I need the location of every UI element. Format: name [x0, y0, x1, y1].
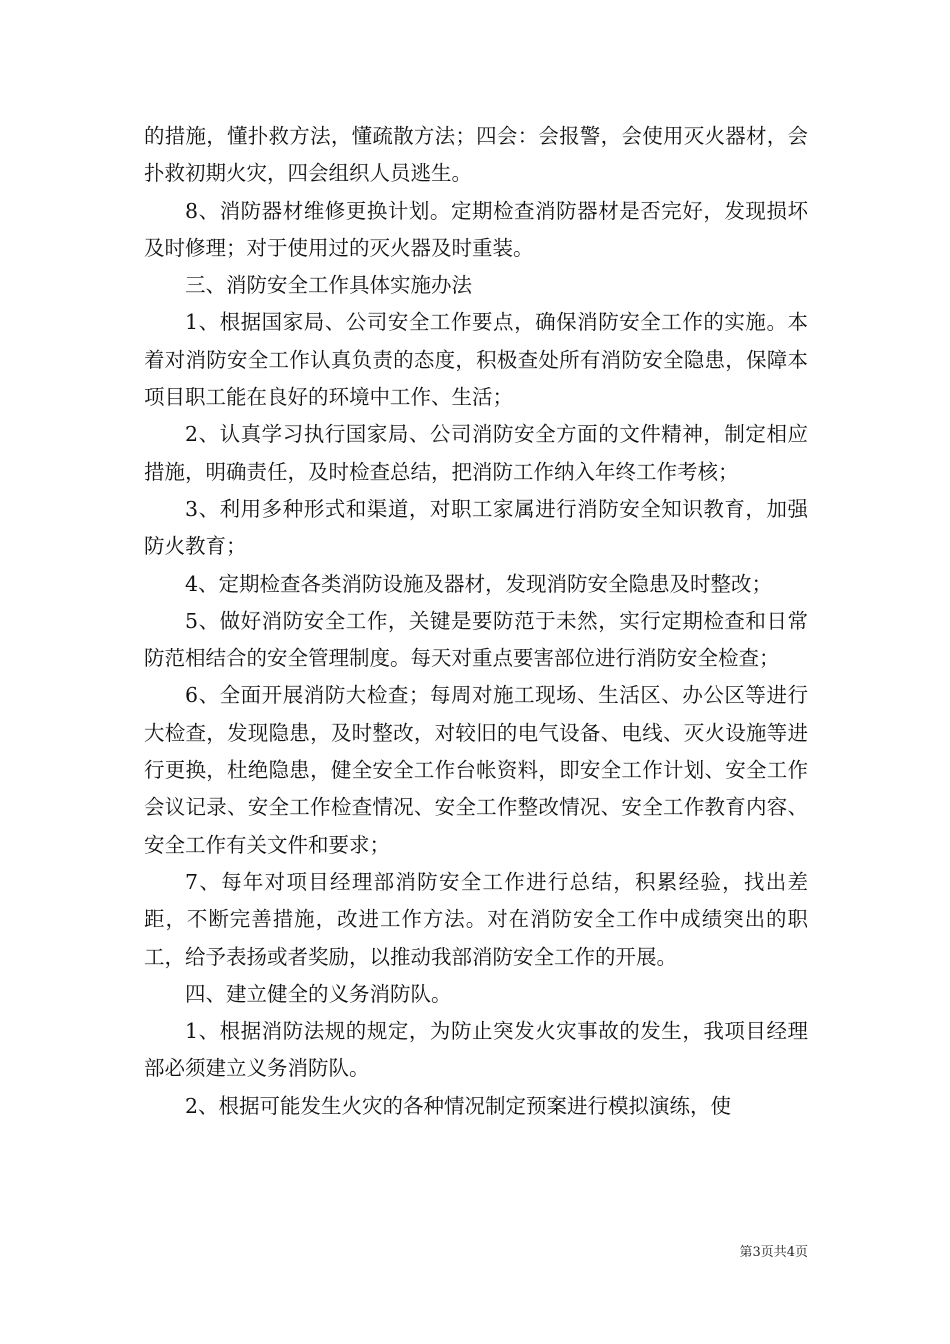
paragraph-item-8: 8、消防器材维修更换计划。定期检查消防器材是否完好，发现损坏及时修理；对于使用过的灭火器及时重装。 — [144, 198, 808, 260]
paragraph-continuation: 的措施，懂扑救方法，懂疏散方法；四会：会报警，会使用灭火器材，会扑救初期火灾，四会组织人员逃生。 — [144, 124, 808, 186]
paragraph-item-6: 6、全面开展消防大检查；每周对施工现场、生活区、办公区等进行大检查，发现隐患，及时整改，对较旧的电气设备、电线、灭火设施等进行更换，杜绝隐患，健全安全工作台帐资料，即安全工作计划、安全工作会议记录、安全工作检查情况、安全工作整改情况、安全工作教育内容、安全工作有关文件和要求； — [144, 683, 808, 857]
paragraph-item-1: 1、根据国家局、公司安全工作要点，确保消防安全工作的实施。本着对消防安全工作认真负责的态度，积极查处所有消防安全隐患，保障本项目职工能在良好的环境中工作、生活； — [144, 310, 808, 410]
document-body — [144, 118, 808, 1125]
paragraph-item-1b: 1、根据消防法规的规定，为防止突发火灾事故的发生，我项目经理部必须建立义务消防队。 — [144, 1019, 808, 1081]
paragraph-item-2: 2、认真学习执行国家局、公司消防安全方面的文件精神，制定相应措施，明确责任，及时检查总结，把消防工作纳入年终工作考核； — [144, 422, 808, 484]
page-number-footer: 第3页共4页 — [739, 1245, 808, 1260]
paragraph-item-7: 7、每年对项目经理部消防安全工作进行总结，积累经验，找出差距，不断完善措施，改进工作方法。对在消防安全工作中成绩突出的职工，给予表扬或者奖励，以推动我部消防安全工作的开展。 — [144, 869, 808, 969]
section-heading-3: 三、消防安全工作具体实施办法 — [185, 273, 472, 298]
paragraph-item-4: 4、定期检查各类消防设施及器材，发现消防安全隐患及时整改； — [185, 571, 773, 596]
paragraph-item-3: 3、利用多种形式和渠道，对职工家属进行消防安全知识教育，加强防火教育； — [144, 496, 808, 559]
paragraph-item-2b: 2、根据可能发生火灾的各种情况制定预案进行模拟演练，使 — [185, 1093, 732, 1118]
section-heading-4: 四、建立健全的义务消防队。 — [185, 981, 452, 1006]
paragraph-item-5: 5、做好消防安全工作，关键是要防范于未然，实行定期检查和日常防范相结合的安全管理制度。每天对重点要害部位进行消防安全检查； — [144, 608, 808, 671]
